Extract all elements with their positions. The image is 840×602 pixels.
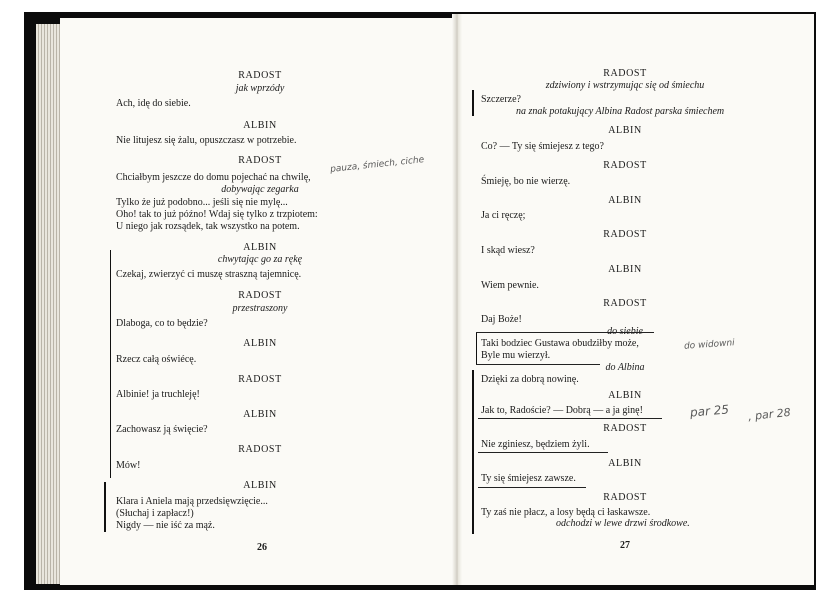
stage-direction: przestraszony <box>232 303 288 314</box>
dialogue-line: Tylko że już podobno... jeśli się nie mylę... <box>116 197 288 208</box>
dialogue-line: Co? — Ty się śmiejesz z tego? <box>481 141 604 152</box>
page-edges <box>36 24 60 584</box>
dialogue-line: Daj Boże! <box>481 314 522 325</box>
underline-mark <box>478 418 662 419</box>
dialogue-line: Ty się śmiejesz zawsze. <box>481 473 576 484</box>
speaker-name: RADOST <box>238 290 282 301</box>
dialogue-line: Albinie! ja truchleję! <box>116 389 200 400</box>
dialogue-line: Dzięki za dobrą nowinę. <box>481 374 579 385</box>
speaker-name: RADOST <box>603 229 647 240</box>
dialogue-line: Nie litujesz się żalu, opuszczasz w potrzebie. <box>116 135 297 146</box>
speaker-name: ALBIN <box>608 264 642 275</box>
dialogue-line: Nie zginiesz, będziem żyli. <box>481 439 590 450</box>
speaker-name: RADOST <box>603 160 647 171</box>
pencil-annotation: par 25 <box>689 402 730 420</box>
speaker-name: RADOST <box>603 68 647 79</box>
speaker-name: ALBIN <box>243 480 277 491</box>
underline-mark <box>478 452 608 453</box>
dialogue-line: Taki bodziec Gustawa obudziłby może, <box>481 338 639 349</box>
speaker-name: RADOST <box>603 298 647 309</box>
page-number: 27 <box>620 540 630 551</box>
dialogue-line: U niego jak rozsądek, tak wszystko na potem. <box>116 221 300 232</box>
speaker-name: RADOST <box>238 155 282 166</box>
speaker-name: RADOST <box>238 444 282 455</box>
speaker-name: RADOST <box>238 70 282 81</box>
speaker-name: RADOST <box>603 492 647 503</box>
dialogue-line: Rzecz całą oświécę. <box>116 354 197 365</box>
pencil-annotation: , par 28 <box>747 405 792 424</box>
dialogue-line: Chciałbym jeszcze do domu pojechać na chwilę, <box>116 172 311 183</box>
stage-direction: jak wprzódy <box>235 83 285 94</box>
dialogue-line: Szczerze? <box>481 94 521 105</box>
speaker-name: ALBIN <box>608 125 642 136</box>
dialogue-line: (Słuchaj i zapłacz!) <box>116 508 194 519</box>
stage-direction: do Albina <box>605 362 645 373</box>
dialogue-line: Mów! <box>116 460 141 471</box>
dialogue-line: Ach, idę do siebie. <box>116 98 191 109</box>
margin-bracket-line <box>472 370 474 534</box>
page-number: 26 <box>257 542 267 553</box>
dialogue-line: Wiem pewnie. <box>481 280 539 291</box>
pencil-annotation: pauza, śmiech, ciche <box>329 155 425 175</box>
speaker-name: ALBIN <box>608 458 642 469</box>
dialogue-line: Nigdy — nie iść za mąż. <box>116 520 215 531</box>
dialogue-line: Śmieję, bo nie wierzę. <box>481 176 571 187</box>
dialogue-line: I skąd wiesz? <box>481 245 535 256</box>
margin-bracket-line <box>110 250 111 478</box>
dialogue-line: Klara i Aniela mają przedsięwzięcie... <box>116 496 268 507</box>
dialogue-line: Dlaboga, co to będzie? <box>116 318 208 329</box>
dialogue-line: Czekaj, zwierzyć ci muszę straszną tajemnicę. <box>116 269 302 280</box>
stage-direction: odchodzi w lewe drzwi środkowe. <box>556 518 690 529</box>
stage-direction: dobywając zegarka <box>221 184 299 195</box>
speaker-name: ALBIN <box>608 195 642 206</box>
dialogue-line: Jak to, Radoście? — Dobrą — a ja ginę! <box>481 405 643 416</box>
dialogue-line: Ty zaś nie płacz, a losy będą ci łaskawsze. <box>481 507 651 518</box>
stage-direction: na znak potakujący Albina Radost parska śmiechem <box>516 106 725 117</box>
speaker-name: RADOST <box>603 423 647 434</box>
margin-bracket-line <box>472 90 474 116</box>
speaker-name: ALBIN <box>608 390 642 401</box>
underline-mark <box>476 364 600 365</box>
dialogue-line: Byle mu wierzył. <box>481 350 551 361</box>
book-gutter <box>452 14 462 585</box>
speaker-name: ALBIN <box>243 338 277 349</box>
speaker-name: ALBIN <box>243 409 277 420</box>
margin-bracket-line <box>104 482 106 532</box>
margin-bracket-line <box>476 332 477 364</box>
speaker-name: ALBIN <box>243 242 277 253</box>
stage-direction: zdziwiony i wstrzymując się od śmiechu <box>545 80 705 91</box>
speaker-name: ALBIN <box>243 120 277 131</box>
dialogue-line: Oho! tak to już późno! Wdaj się tylko z trzpiotem: <box>116 209 318 220</box>
underline-mark <box>476 332 654 333</box>
pencil-annotation: do widowni <box>683 338 736 352</box>
stage-direction: chwytając go za rękę <box>217 254 303 265</box>
dialogue-line: Ja ci ręczę; <box>481 210 526 221</box>
dialogue-line: Zachowasz ją święcie? <box>116 424 208 435</box>
underline-mark <box>478 487 586 488</box>
speaker-name: RADOST <box>238 374 282 385</box>
